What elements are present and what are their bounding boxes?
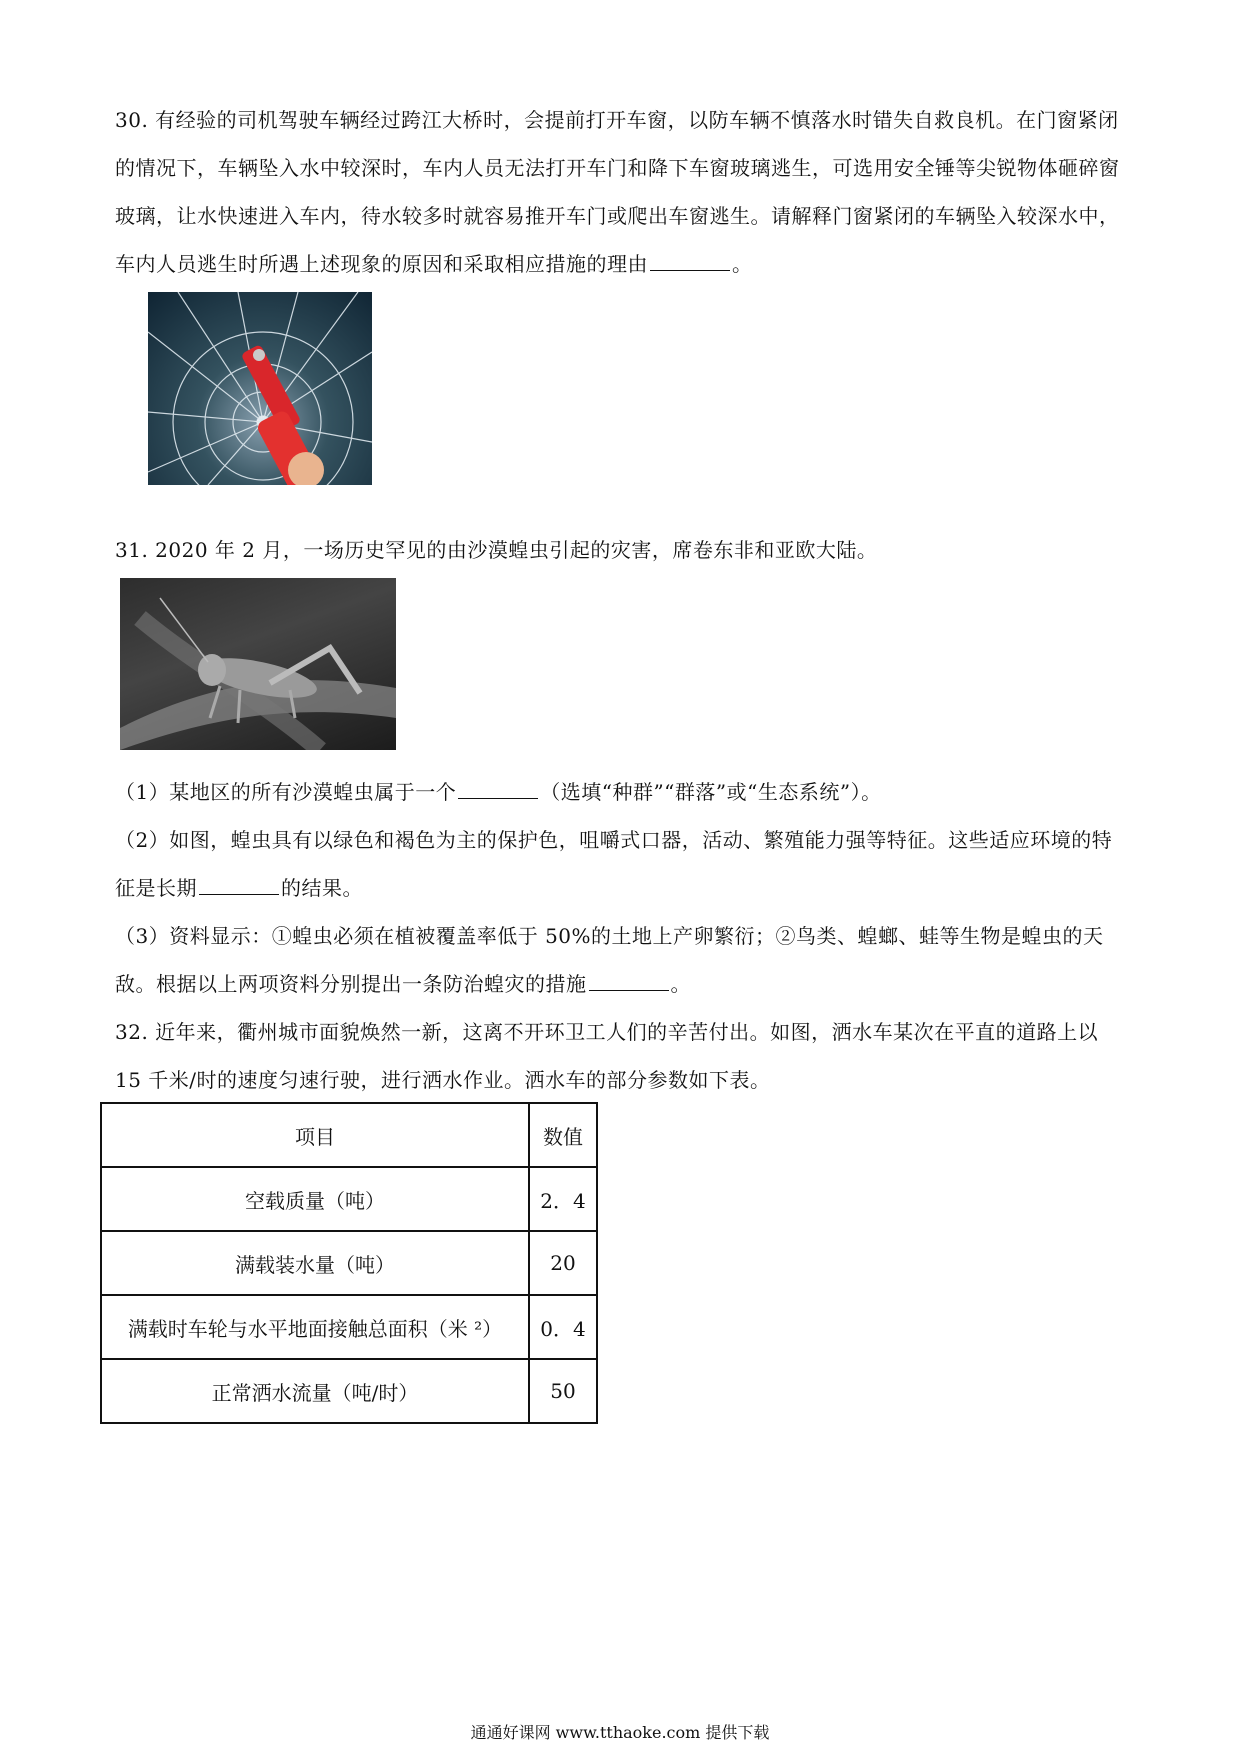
table-cell: 满载装水量（吨） (101, 1231, 529, 1295)
table-cell: 2．4 (529, 1167, 597, 1231)
question-32-text: 32. 近年来，衢州城市面貌焕然一新，这离不开环卫工人们的辛苦付出。如图，洒水车某次在平直的道路上以 15 千米/时的速度匀速行驶，进行洒水作业。洒水车的部分参数如下表。 (115, 1020, 1099, 1092)
table-cell: 正常洒水流量（吨/时） (101, 1359, 529, 1423)
table-cell: 20 (529, 1231, 597, 1295)
table-row (101, 1359, 597, 1423)
question-31-part-3: （3）资料显示：①蝗虫必须在植被覆盖率低于 50%的土地上产卵繁衍；②鸟类、蝗螂、蛙等生物是蝗虫的天敌。根据以上两项资料分别提出一条防治蝗灾的措施 。 (115, 924, 1104, 996)
table-row (101, 1295, 597, 1359)
table-row (101, 1231, 597, 1295)
locust-photo (120, 578, 396, 750)
answer-blank[interactable] (199, 893, 279, 895)
question-30: 30. 有经验的司机驾驶车辆经过跨江大桥时，会提前打开车窗，以防车辆不慎落水时错失自救良机。在门窗紧闭的情况下，车辆坠入水中较深时，车内人员无法打开车门和降下车窗玻璃逃生，可选用安全锤等尖锐物体砸碎窗玻璃，让水快速进入车内，待水较多时就容易推开车门或爬出车窗逃生。请解释门窗紧闭的车辆坠入较深水中，车内人员逃生时所遇上述现象的原因和采取相应措施的理由 。 (115, 108, 1120, 276)
table-cell: 空载质量（吨） (101, 1167, 529, 1231)
table-header-row (101, 1103, 597, 1167)
answer-blank[interactable] (589, 989, 669, 991)
table-cell: 50 (529, 1359, 597, 1423)
table-row (101, 1167, 597, 1231)
question-30-text: 30. 有经验的司机驾驶车辆经过跨江大桥时，会提前打开车窗，以防车辆不慎落水时错失自救良机。在门窗紧闭的情况下，车辆坠入水中较深时，车内人员无法打开车门和降下车窗玻璃逃生，可选用安全锤等尖锐物体砸碎窗玻璃，让水快速进入车内，待水较多时就容易推开车门或爬出车窗逃生。请解释门窗紧闭的车辆坠入较深水中，车内人员逃生时所遇上述现象的原因和采取相应措施的理由 (115, 108, 1120, 276)
table-cell: 满载时车轮与水平地面接触总面积（米 ²） (101, 1295, 529, 1359)
question-31-part-2: （2）如图，蝗虫具有以绿色和褐色为主的保护色，咀嚼式口器，活动、繁殖能力强等特征。这些适应环境的特征是长期 的结果。 (115, 828, 1113, 900)
safety-hammer-photo (148, 292, 372, 485)
answer-blank[interactable] (650, 269, 730, 271)
question-31 (115, 526, 1131, 574)
truck-parameters-table (100, 1102, 598, 1424)
page-footer: 通通好课网 www.tthaoke.com 提供下载 (470, 1723, 770, 1742)
answer-blank[interactable] (458, 797, 538, 799)
question-31-text: 31. 2020 年 2 月，一场历史罕见的由沙漠蝗虫引起的灾害，席卷东非和亚欧大陆。 (115, 538, 878, 562)
table-cell: 0．4 (529, 1295, 597, 1359)
table-header-cell: 项目 (101, 1103, 529, 1167)
question-31-part-1: （1）某地区的所有沙漠蝗虫属于一个 （选填“种群”“群落”或“生态系统”）。 (115, 780, 882, 804)
table-header-cell: 数值 (529, 1103, 597, 1167)
question-32 (115, 1008, 1131, 1104)
